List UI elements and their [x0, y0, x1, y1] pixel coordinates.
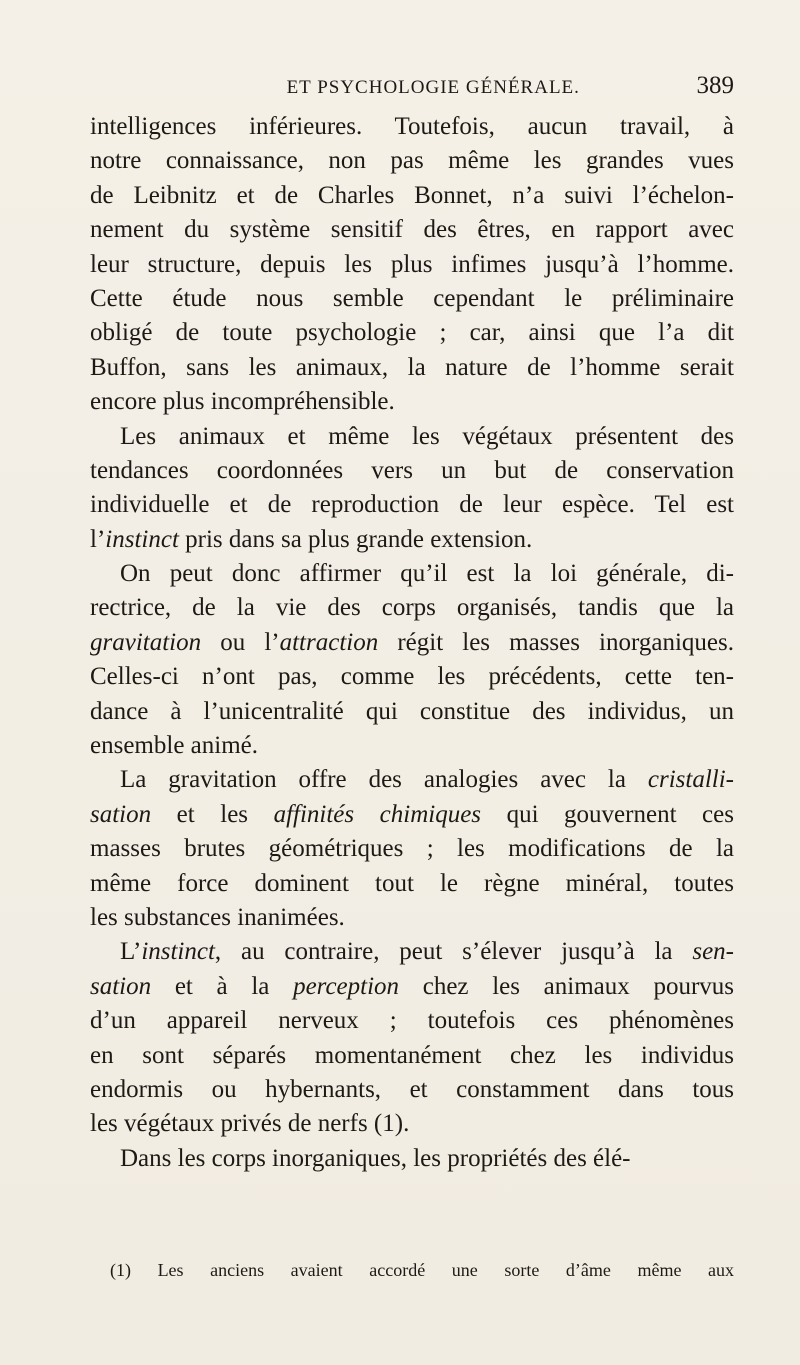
italic-text: affinités chimiques	[273, 800, 482, 828]
text-line: individuelle et de reproduction de leur espèce. Tel est	[90, 491, 734, 519]
body-text	[90, 110, 734, 1176]
text-segment: La gravitation offre des analogies avec la	[120, 766, 648, 794]
text-line: les substances inanimées.	[90, 903, 345, 931]
text-segment: , au contraire, peut s’élever jusqu’à la	[214, 938, 693, 966]
italic-text: cristalli-	[647, 766, 734, 794]
text-line: obligé de toute psychologie ; car, ainsi que l’a dit	[90, 319, 734, 347]
italic-text: instinct	[141, 938, 215, 966]
text-segment: et à la	[151, 972, 294, 1000]
text-segment: pris dans sa plus grande extension.	[178, 525, 533, 553]
text-line: encore plus incompréhensible.	[90, 388, 395, 416]
text-line: Celles-ci n’ont pas, comme les précédents, cette ten-	[90, 663, 734, 691]
page-number: 389	[696, 72, 734, 99]
text-line	[90, 970, 734, 1004]
text-line	[90, 935, 734, 969]
italic-text: sation	[90, 800, 152, 828]
footnote: (1) Les anciens avaient accordé une sorte d’âme même aux	[110, 1260, 734, 1280]
italic-text: gravitation	[90, 628, 202, 656]
text-line: nement du système sensitif des êtres, en rapport avec	[90, 216, 734, 244]
text-line	[90, 523, 734, 557]
text-line	[90, 626, 734, 660]
text-segment: régit les masses inorganiques.	[378, 628, 734, 656]
italic-text: attraction	[279, 628, 379, 656]
text-segment: chez les animaux pourvus	[399, 972, 734, 1000]
text-line: rectrice, de la vie des corps organisés, tandis que la	[90, 594, 734, 622]
italic-text: sen-	[692, 938, 734, 966]
text-line: leur structure, depuis les plus infimes jusqu’à l’homme.	[90, 250, 734, 278]
text-line: Cette étude nous semble cependant le préliminaire	[90, 284, 734, 312]
text-segment: l’	[90, 525, 106, 553]
text-line: Buffon, sans les animaux, la nature de l’homme serait	[90, 353, 734, 381]
text-line: même force dominent tout le règne minéral, toutes	[90, 869, 734, 897]
text-line: dance à l’unicentralité qui constitue des individus, un	[90, 697, 734, 725]
text-line: masses brutes géométriques ; les modifications de la	[90, 835, 734, 863]
text-line: Dans les corps inorganiques, les propriétés des élé-	[120, 1144, 631, 1172]
text-segment: et les	[151, 800, 274, 828]
text-line: endormis ou hybernants, et constamment dans tous	[90, 1075, 734, 1103]
text-line: intelligences inférieures. Toutefois, aucun travail, à	[90, 113, 734, 140]
text-line: d’un appareil nerveux ; toutefois ces phénomènes	[90, 1007, 734, 1035]
text-line: ensemble animé.	[90, 732, 258, 760]
text-line: On peut donc affirmer qu’il est la loi générale, di-	[120, 560, 734, 588]
text-segment: L’	[120, 938, 142, 966]
text-line: de Leibnitz et de Charles Bonnet, n’a suivi l’échelon-	[90, 181, 734, 209]
italic-text: sation	[90, 972, 152, 1000]
text-line	[90, 763, 734, 797]
page-header	[90, 72, 734, 102]
text-line: notre connaissance, non pas même les grandes vues	[90, 147, 734, 175]
text-line: tendances coordonnées vers un but de conservation	[90, 456, 734, 484]
text-segment: qui gouvernent ces	[481, 800, 734, 828]
italic-text: instinct	[105, 525, 179, 553]
text-line: les végétaux privés de nerfs (1).	[90, 1110, 410, 1138]
text-line: Les animaux et même les végétaux présentent des	[120, 422, 734, 450]
text-segment: ou l’	[201, 628, 280, 656]
running-title: ET PSYCHOLOGIE GÉNÉRALE.	[286, 77, 580, 98]
italic-text: perception	[293, 972, 400, 1000]
text-line: en sont séparés momentanément chez les individus	[90, 1041, 734, 1069]
text-line	[90, 798, 734, 832]
